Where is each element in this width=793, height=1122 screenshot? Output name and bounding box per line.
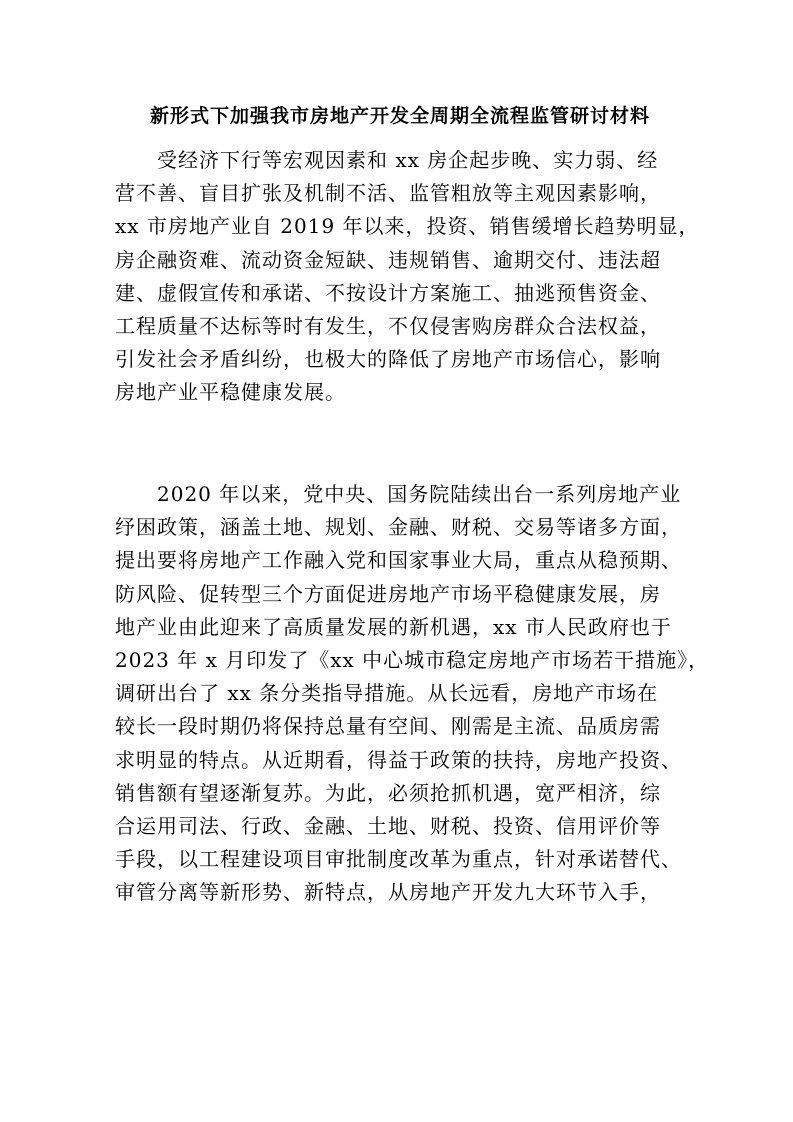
text-line: 手段，以工程建设项目审批制度改革为重点，针对承诺替代、 [115,847,682,872]
paragraph-2 [115,478,710,910]
text-line: 2023 年 x 月印发了《xx 中心城市稳定房地产市场若干措施》， [115,648,710,673]
text-line: 调研出台了 xx 条分类指导措施。从长远看，房地产市场在 [115,681,659,706]
text-line: 建、虚假宣传和承诺、不按设计方案施工、抽逃预售资金、 [115,280,661,305]
text-line: xx 市房地产业自 2019 年以来，投资、销售缓增长趋势明显， [115,214,700,239]
text-line: 受经济下行等宏观因素和 xx 房企起步晚、实力弱、经 [157,148,659,172]
text-line: 求明显的特点。从近期看，得益于政策的扶持，房地产投资、 [115,747,682,772]
text-line: 工程质量不达标等时有发生，不仅侵害购房群众合法权益， [115,314,661,339]
text-line: 房企融资难、流动资金短缺、违规销售、逾期交付、违法超 [115,247,661,272]
paragraph-1 [115,144,700,410]
text-line: 提出要将房地产工作融入党和国家事业大局，重点从稳预期、 [115,548,682,573]
text-line: 审管分离等新形势、新特点，从房地产开发九大环节入手， [115,880,661,905]
text-line: 合运用司法、行政、金融、土地、财税、投资、信用评价等 [115,814,661,839]
text-line: 防风险、促转型三个方面促进房地产市场平稳健康发展，房 [115,581,661,606]
text-line: 2020 年以来，党中央、国务院陆续出台一系列房地产业 [157,482,682,506]
text-line: 引发社会矛盾纠纷，也极大的降低了房地产市场信心，影响 [115,347,661,372]
text-line: 房地产业平稳健康发展。 [115,380,346,405]
text-line: 较长一段时期仍将保持总量有空间、刚需是主流、品质房需 [115,714,661,739]
text-line: 营不善、盲目扩张及机制不活、监管粗放等主观因素影响， [115,181,661,206]
text-line: 纾困政策，涵盖土地、规划、金融、财税、交易等诸多方面， [115,515,682,540]
document-title: 新形式下加强我市房地产开发全周期全流程监管研讨材料 [149,105,650,127]
text-line: 地产业由此迎来了高质量发展的新机遇，xx 市人民政府也于 [115,614,672,639]
text-line: 销售额有望逐渐复苏。为此，必须抢抓机遇，宽严相济，综 [115,780,661,805]
